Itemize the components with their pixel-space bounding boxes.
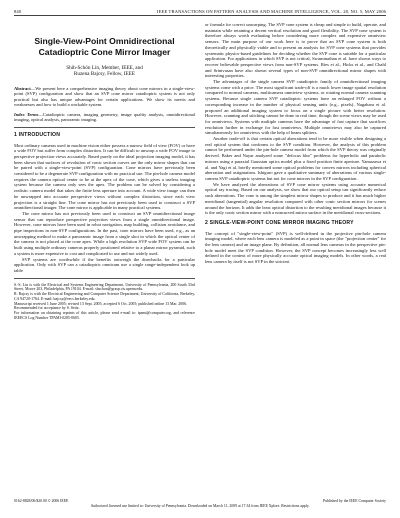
right-paragraph-3: Another trade-off is that certain optical aberrations tend to be more visible when designing a real optical system that conforms to the SVP condition. However, the analysis of this problem cannot be performed under the pin-hole camera model from which the SVP theory was originally derived. Baker and Nayar analyzed some "defocus blur" problems for hyperbolic and parabolic mirrors using a paraxial Gaussian optics model plus a fixed position finite aperture. Yamazawa et al. and Yagi et al. briefly mentioned some optical problems for convex mirrors including spherical aberration and astigmatism. Ishiguro gave a qualitative summary of aberrations of various single-camera SVP catadioptric systems but not for cone mirrors in the SVP configuration. (205, 136, 386, 181)
intro-paragraph-3: SVP systems are worthwhile if the benefits outweigh the drawbacks for a particular application. Only with SVP can a catadioptric omnicam use a single range-independent look up table (14, 256, 195, 273)
journal-name (157, 9, 386, 14)
footnote-rule (14, 278, 195, 279)
index-terms-text: —Catadioptric camera, imaging geometry, image quality analysis, omnidirectional imaging, optical analysis, panoramic imaging. (14, 111, 195, 123)
publisher-line: Published by the IEEE Computer Society (323, 499, 386, 503)
authors (14, 65, 195, 78)
abstract (14, 86, 195, 108)
right-paragraph-2: The advantages of the single camera SVP catadioptric family of omnidirectional imaging systems come with a price. The most significant trade-off is a much lower image spatial resolution compared to normal cameras, multicamera omniview systems, or rotating normal camera scanning systems. Because single camera SVP catadioptric systems have an enlarged FOV without a corresponding increase in the number of physical sensing units (e.g., pixels), Nagahara et al. proposed an additional imaging system to focus on a single picture with better resolution. However, scanning and stitching cannot be done in real time, though the scene views may be used for omniviews. Systems with multiple cameras have the advantage of fast capture that sacrifices resolution further in exchange for fast omniviews. Multiple omniviews may also be captured simultaneously for omniviews with the help of beam splitters. (205, 79, 386, 136)
abstract-label: Abstract (14, 85, 31, 91)
right-paragraph-4: We have analyzed the aberrations of SVP cone mirror systems using accurate numerical optical ray tracing. Based on our analysis, we show that our optical setup can significantly reduce such aberrations. The cone is among the simplest mirror shapes to produce and it has much higher meridional (tangential) angular resolution compared with other conic section mirrors for scenes around the horizon. It adds the least optical distortion to the resulting meridional images because it is the only conic section mirror with a noncurved mirror surface in the meridional cross-sections. (205, 181, 386, 216)
footnote-recommended: Recommended for acceptance by S. Seitz. (14, 306, 80, 311)
footnote-manuscript: Manuscript received 1 June 2005; revised 13 Sept. 2005; accepted 6 Oct. 2005; published online 13 Mar. 2006. (14, 301, 187, 306)
header-rule (14, 15, 386, 16)
abstract-text: —We present here a comprehensive imaging theory about cone mirrors in a single-view-point (SVP) configuration and show that an SVP cone mirror catadioptric system is not only practical but also has unique advantages for certain applications. We show its merits and weaknesses and how to build a workable system. (14, 85, 195, 108)
authors-line-2: Ruzena Bajcsy, Fellow, IEEE (73, 71, 136, 78)
authors-line-1: Shih-Schön Lin, Member, IEEE, and (66, 65, 143, 71)
copyright-line: 0162-8828/06/$20.00 © 2006 IEEE (14, 499, 69, 503)
page-footer (14, 499, 386, 508)
footnote-affiliation-bajcsy: R. Bajcsy is with the Electrical Engineering and Computer Science Department, University of California, Berkeley, CA 94720-1764. E-mail: bajcsy@eecs.berkeley.edu. (14, 292, 195, 301)
index-terms (14, 112, 195, 123)
left-column (14, 22, 195, 320)
right-paragraph-1: or formula for correct unwarping. The SVP cone system is cheap and simple to build, operate, and maintain while retaining a decent vertical resolution and good flexibility. The SVP cone system is therefore always worth evaluating before considering more complex and expensive omniview sensors. The main purpose of our work here is to prove that an SVP cone system is both theoretically and physically viable and to present an analysis for SVP cone systems that provides systematic physics-based guidelines for deciding whether the SVP cone is suitable for a particular application. For applications in which SVP is not critical, Swaminathan et al. have shown ways to recover believable perspective views from non-SVP systems. Ries et al., Hicks et al., and Chahl and Srinivasan have also shown several types of non-SVP omnidirectional mirror shapes with interesting properties. (205, 22, 386, 79)
intro-paragraph-1: Most ordinary cameras used in machine vision either possess a narrow field of view (FOV) or have a wide FOV but suffer from complex distortion. It can be difficult to unwrap a wide FOV image to perspective projection views accurately. Based purely on the ideal projection imaging model, it has been shown that surfaces of revolution of conic section curves are the only mirror shapes that can be paired with a single-view-point (SVP) configuration. Cone mirrors have previously been considered to be a degenerate SVP configuration with no practical use. The pin-hole camera model requires the camera optical center to be at the apex of the cone, which gives a useless imaging system because the camera only sees the apex. The problem can be solved by considering a realistic camera model that takes the finite lens aperture into account. A wide view image can then be unwrapped into accurate perspective views without complex distortion, since each view projection is a straight line. The cone mirror has not previously been used to construct a SVP omnidirectional imager. The cone mirror is applicable in many practical systems. (14, 142, 195, 211)
footnotes (14, 283, 195, 321)
section-2-paragraph-1: The concept of "single-view-point" (SVP) is well-defined in the projective pin-hole camera imaging model, where each lens camera is modeled as a point in space (the "projection center" for the lens camera) and an image plane. By definition, all normal lens cameras in the perspective pin-hole model meet the SVP condition. However, the SVP concept becomes increasingly less well defined in the context of more physically accurate optical imaging models. In other words, a real lens camera by itself is not SVP in the strictest (205, 230, 386, 265)
section-1-heading: 1 INTRODUCTION (14, 131, 61, 138)
volume-info: VOL. 28, NO. 5, MAY 2006 (330, 8, 386, 14)
footnote-reprints: For information on obtaining reprints of this article, please send e-mail to: tpami@computer.org, and reference IEEECS Log Number TPAMI-0285-0605. (14, 310, 195, 320)
abstract-rule (14, 127, 195, 128)
journal-title: IEEE TRANSACTIONS ON PATTERN ANALYSIS AND MACHINE INTELLIGENCE, (157, 8, 330, 14)
page-number: 840 (14, 8, 22, 14)
footnote-affiliation-lin: S.-S. Lin is with the Electrical and Systems Engineering Department, University of Pennsylvania, 200 South 33rd Street, Moore 203, Philadelphia, PA 19104. E-mail: shschon@grasp.cis.upenn.edu. (14, 282, 195, 292)
paper-title: Single-View-Point Omnidirectional Catadioptric Cone Mirror Imager (34, 36, 175, 57)
section-2-heading: 2 SINGLE-VIEW-POINT CONE MIRROR IMAGING THEORY (205, 219, 354, 226)
intro-paragraph-2: The cone mirror has not previously been used to construct an SVP omnidirectional image sensor that can reproduce perspective projection views from a single omnidirectional image. However, cone mirrors have been used in robot navigation, map building, collision avoidance, and pipe inspections in non-SVP configurations. In the past, cone mirrors have been used, e.g., as an unwrapping method to make a panoramic image from a single shot in which the optical center of the camera is not placed at the cone apex. While a high resolution SVP wide FOV system can be built using multiple ordinary cameras properly positioned relative to a planar mirror pyramid, such a system is more expensive to cost and complicated to use and not widely used. (14, 210, 195, 256)
index-terms-label: Index Terms (14, 111, 39, 117)
authorized-use-line: Authorized licensed use limited to: University of Pennsylvania. Downloaded on March 11, 2009 at 17:34 from IEEE Xplore. Restrictions apply. (90, 503, 310, 508)
right-column (205, 22, 386, 265)
